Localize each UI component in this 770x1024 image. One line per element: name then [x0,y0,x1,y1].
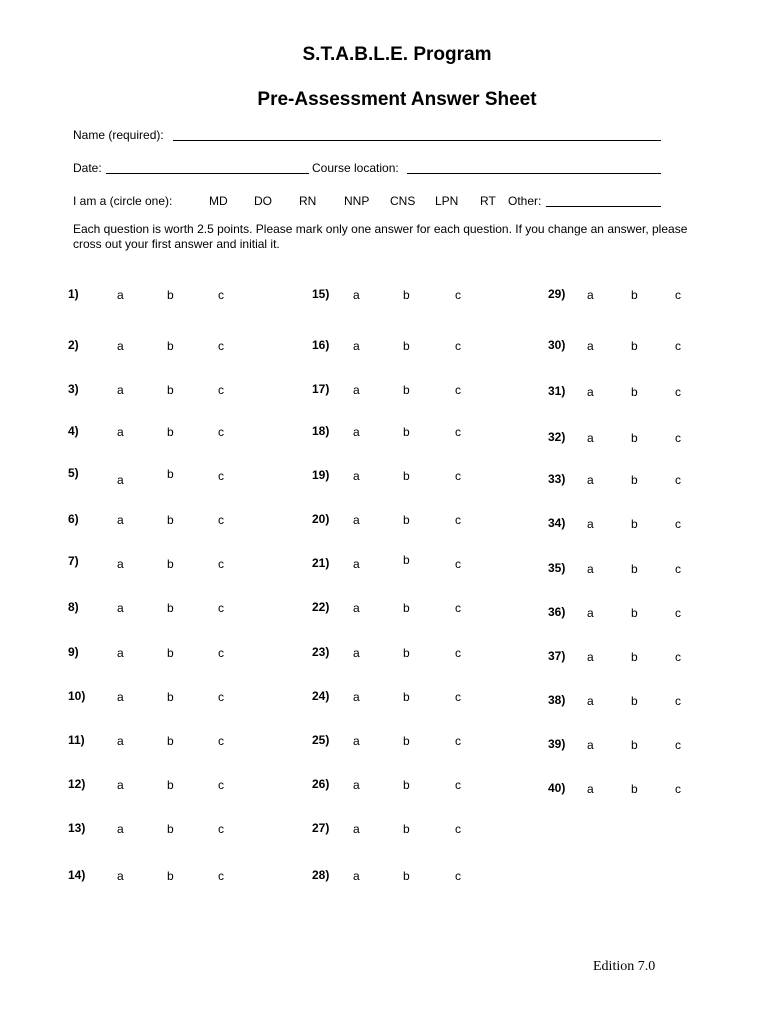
course-location-field[interactable] [407,173,661,174]
answer-option-c[interactable]: c [218,646,224,660]
answer-option-b[interactable]: b [403,734,410,748]
answer-option-b[interactable]: b [167,339,174,353]
answer-option-a[interactable]: a [353,383,360,397]
question-number: 20) [312,512,330,526]
question-number: 25) [312,733,330,747]
answer-option-b[interactable]: b [403,553,410,567]
answer-option-b[interactable]: b [403,869,410,883]
question-number: 32) [548,430,566,444]
question-number: 13) [68,821,86,835]
role-option-md[interactable]: MD [209,194,228,208]
question-number: 5) [68,466,79,480]
answer-option-a[interactable]: a [587,738,594,752]
question-number: 36) [548,605,566,619]
answer-option-a[interactable]: a [353,822,360,836]
answer-option-c[interactable]: c [455,557,461,571]
answer-option-b[interactable]: b [403,690,410,704]
answer-option-b[interactable]: b [403,513,410,527]
question-number: 3) [68,382,79,396]
answer-option-c[interactable]: c [218,734,224,748]
answer-option-a[interactable]: a [587,339,594,353]
answer-option-b[interactable]: b [403,822,410,836]
answer-option-a[interactable]: a [587,385,594,399]
answer-option-a[interactable]: a [587,562,594,576]
answer-option-a[interactable]: a [587,288,594,302]
answer-option-b[interactable]: b [403,288,410,302]
answer-option-b[interactable]: b [631,517,638,531]
question-number: 35) [548,561,566,575]
answer-option-b[interactable]: b [631,650,638,664]
answer-option-b[interactable]: b [403,646,410,660]
role-option-cns[interactable]: CNS [390,194,416,208]
page-title: S.T.A.B.L.E. Program [302,44,492,65]
answer-option-c[interactable]: c [675,650,681,664]
role-option-do[interactable]: DO [254,194,272,208]
answer-option-b[interactable]: b [631,562,638,576]
question-number: 39) [548,737,566,751]
answer-option-a[interactable]: a [587,694,594,708]
answer-option-a[interactable]: a [587,782,594,796]
answer-option-c[interactable]: c [455,822,461,836]
question-number: 33) [548,472,566,486]
question-number: 16) [312,338,330,352]
answer-option-a[interactable]: a [353,339,360,353]
answer-option-a[interactable]: a [587,606,594,620]
question-number: 29) [548,287,566,301]
other-label: Other: [508,194,542,208]
question-number: 24) [312,689,330,703]
answer-option-b[interactable]: b [167,778,174,792]
answer-option-c[interactable]: c [455,288,461,302]
answer-option-a[interactable]: a [117,778,124,792]
answer-option-c[interactable]: c [455,734,461,748]
answer-option-c[interactable]: c [218,601,224,615]
answer-option-c[interactable]: c [675,517,681,531]
answer-option-b[interactable]: b [167,869,174,883]
question-number: 1) [68,287,79,301]
answer-option-c[interactable]: c [455,778,461,792]
other-field[interactable] [546,206,661,207]
answer-option-a[interactable]: a [353,601,360,615]
answer-option-b[interactable]: b [167,690,174,704]
question-number: 17) [312,382,330,396]
answer-option-a[interactable]: a [117,690,124,704]
answer-option-c[interactable]: c [675,473,681,487]
instructions: Each question is worth 2.5 points. Please mark only one answer for each question. If you change an answer, please cross out your first answer and initial it. [73,222,688,251]
page-subtitle: Pre-Assessment Answer Sheet [257,89,537,110]
answer-option-b[interactable]: b [167,734,174,748]
answer-option-c[interactable]: c [218,822,224,836]
answer-option-c[interactable]: c [218,513,224,527]
answer-option-c[interactable]: c [675,339,681,353]
role-option-rt[interactable]: RT [480,194,496,208]
question-number: 6) [68,512,79,526]
answer-option-a[interactable]: a [353,469,360,483]
edition-label: Edition 7.0 [593,959,656,974]
answer-option-a[interactable]: a [117,869,124,883]
question-number: 21) [312,556,330,570]
question-number: 7) [68,554,79,568]
role-label: I am a (circle one): [73,194,173,208]
answer-option-b[interactable]: b [631,782,638,796]
answer-option-b[interactable]: b [631,431,638,445]
question-number: 31) [548,384,566,398]
answer-option-b[interactable]: b [403,425,410,439]
answer-option-a[interactable]: a [117,822,124,836]
answer-option-c[interactable]: c [218,778,224,792]
answer-option-c[interactable]: c [675,385,681,399]
answer-option-c[interactable]: c [218,425,224,439]
answer-option-c[interactable]: c [455,513,461,527]
answer-option-b[interactable]: b [167,646,174,660]
answer-option-c[interactable]: c [218,557,224,571]
question-number: 22) [312,600,330,614]
question-number: 19) [312,468,330,482]
answer-option-b[interactable]: b [167,425,174,439]
answer-option-b[interactable]: b [403,339,410,353]
answer-option-c[interactable]: c [455,383,461,397]
answer-option-c[interactable]: c [455,646,461,660]
answer-option-c[interactable]: c [675,431,681,445]
answer-option-a[interactable]: a [353,425,360,439]
name-label: Name (required): [73,128,164,142]
answer-option-a[interactable]: a [353,513,360,527]
answer-option-a[interactable]: a [587,431,594,445]
answer-option-a[interactable]: a [117,513,124,527]
answer-option-a[interactable]: a [117,646,124,660]
answer-option-a[interactable]: a [353,557,360,571]
answer-option-a[interactable]: a [353,646,360,660]
answer-option-a[interactable]: a [117,557,124,571]
question-number: 11) [68,733,85,747]
role-option-nnp[interactable]: NNP [344,194,370,208]
answer-option-c[interactable]: c [455,690,461,704]
question-number: 10) [68,689,86,703]
answer-option-c[interactable]: c [675,738,681,752]
answer-option-c[interactable]: c [218,869,224,883]
answer-option-a[interactable]: a [117,425,124,439]
question-number: 28) [312,868,330,882]
answer-option-a[interactable]: a [587,517,594,531]
answer-option-b[interactable]: b [167,288,174,302]
answer-option-b[interactable]: b [631,385,638,399]
answer-option-b[interactable]: b [631,339,638,353]
question-number: 4) [68,424,79,438]
answer-option-b[interactable]: b [631,473,638,487]
answer-option-c[interactable]: c [218,469,224,483]
answer-option-c[interactable]: c [675,782,681,796]
question-number: 34) [548,516,566,530]
question-number: 18) [312,424,330,438]
question-number: 30) [548,338,566,352]
answer-option-a[interactable]: a [587,473,594,487]
answer-option-c[interactable]: c [218,339,224,353]
answer-option-a[interactable]: a [587,650,594,664]
answer-option-c[interactable]: c [675,694,681,708]
answer-option-b[interactable]: b [403,469,410,483]
date-field[interactable] [106,173,309,174]
question-number: 8) [68,600,79,614]
question-number: 40) [548,781,566,795]
role-option-rn[interactable]: RN [299,194,317,208]
answer-option-a[interactable]: a [353,734,360,748]
name-field[interactable] [173,140,661,141]
answer-option-c[interactable]: c [218,383,224,397]
answer-option-c[interactable]: c [455,601,461,615]
answer-option-b[interactable]: b [167,383,174,397]
answer-option-b[interactable]: b [631,738,638,752]
answer-option-b[interactable]: b [167,467,174,481]
answer-option-a[interactable]: a [353,778,360,792]
course-location-label: Course location: [312,161,399,175]
answer-option-b[interactable]: b [167,557,174,571]
role-option-lpn[interactable]: LPN [435,194,459,208]
answer-option-b[interactable]: b [631,606,638,620]
answer-option-b[interactable]: b [631,288,638,302]
answer-option-a[interactable]: a [117,288,124,302]
question-number: 9) [68,645,79,659]
answer-option-c[interactable]: c [455,425,461,439]
question-number: 12) [68,777,86,791]
answer-option-b[interactable]: b [167,601,174,615]
answer-option-a[interactable]: a [117,601,124,615]
answer-option-b[interactable]: b [403,601,410,615]
answer-option-b[interactable]: b [403,383,410,397]
answer-option-a[interactable]: a [117,473,124,487]
question-number: 37) [548,649,566,663]
answer-option-c[interactable]: c [455,339,461,353]
question-number: 14) [68,868,86,882]
answer-option-a[interactable]: a [353,690,360,704]
answer-option-b[interactable]: b [167,513,174,527]
answer-option-a[interactable]: a [117,734,124,748]
answer-option-c[interactable]: c [218,288,224,302]
answer-option-b[interactable]: b [631,694,638,708]
question-number: 23) [312,645,330,659]
answer-option-c[interactable]: c [675,562,681,576]
question-number: 38) [548,693,566,707]
answer-option-c[interactable]: c [218,690,224,704]
answer-option-b[interactable]: b [167,822,174,836]
answer-option-c[interactable]: c [675,288,681,302]
answer-option-b[interactable]: b [403,778,410,792]
answer-option-a[interactable]: a [117,339,124,353]
question-number: 26) [312,777,330,791]
answer-option-c[interactable]: c [455,869,461,883]
question-number: 27) [312,821,330,835]
answer-option-c[interactable]: c [675,606,681,620]
answer-option-a[interactable]: a [117,383,124,397]
date-label: Date: [73,161,102,175]
answer-option-c[interactable]: c [455,469,461,483]
question-number: 2) [68,338,79,352]
question-number: 15) [312,287,330,301]
answer-option-a[interactable]: a [353,288,360,302]
answer-option-a[interactable]: a [353,869,360,883]
